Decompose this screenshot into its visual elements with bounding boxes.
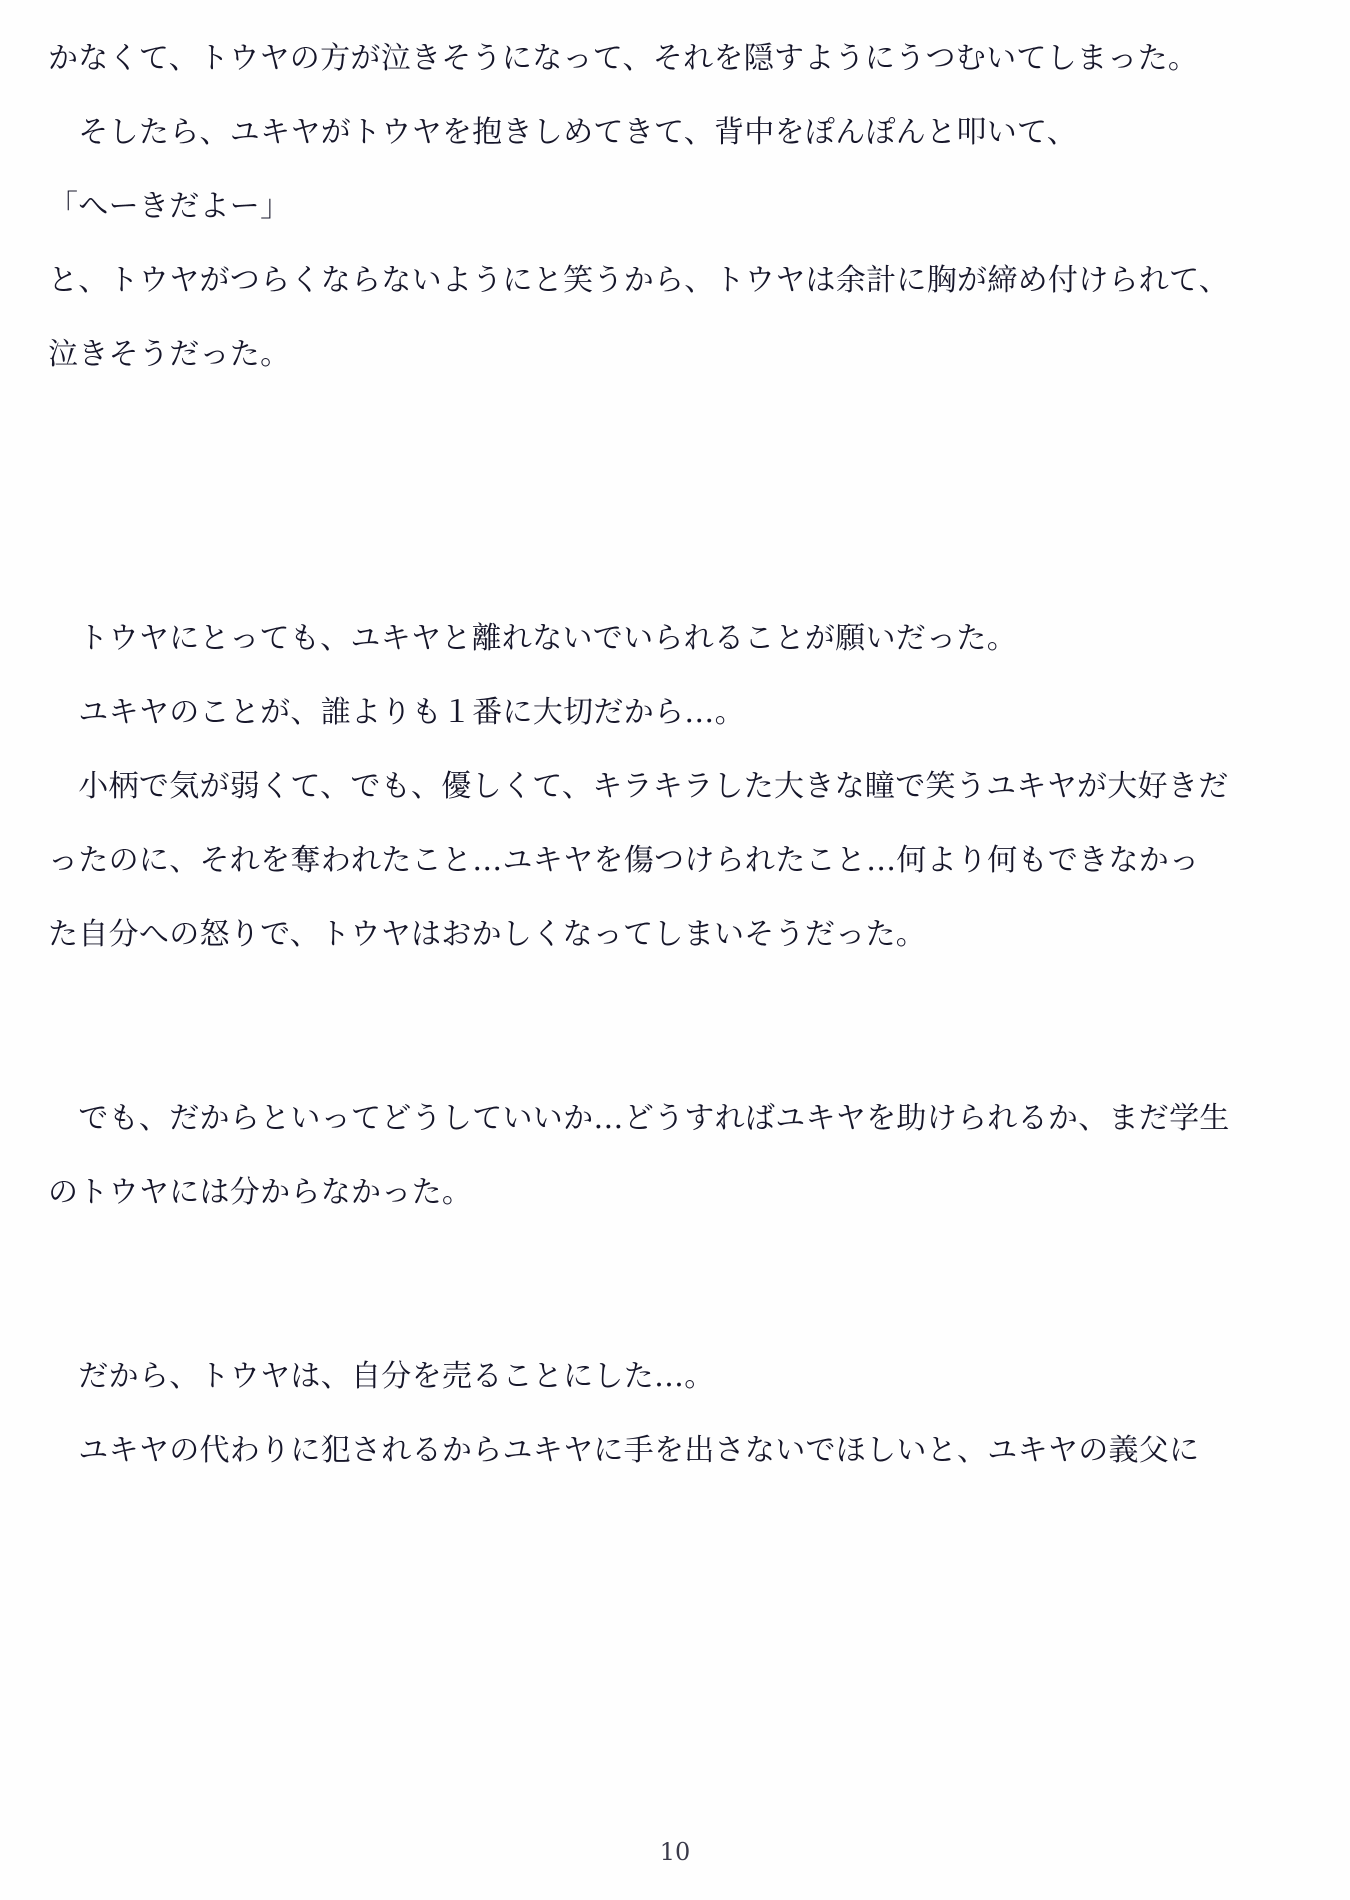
text-line: だから、トウヤは、自分を売ることにした…。 — [48, 1359, 715, 1394]
text-line: た自分への怒りで、トウヤはおかしくなってしまいそうだった。 — [48, 917, 927, 952]
paragraph-block-4 — [48, 1340, 1290, 1488]
paragraph-block-3 — [48, 1082, 1290, 1230]
text-line: でも、だからといってどうしていいか…どうすればユキヤを助けられるか、まだ学生 — [48, 1101, 1230, 1136]
text-line: トウヤにとっても、ユキヤと離れないでいられることが願いだった。 — [48, 621, 1017, 656]
paragraph-block-1 — [48, 22, 1290, 392]
block-gap — [48, 392, 1290, 602]
block-gap — [48, 1230, 1290, 1340]
text-column — [48, 22, 1290, 1488]
paragraph-block-2 — [48, 602, 1290, 972]
text-line: と、トウヤがつらくならないようにと笑うから、トウヤは余計に胸が締め付けられて、 — [48, 263, 1230, 298]
text-line: のトウヤには分からなかった。 — [48, 1175, 473, 1210]
block-gap — [48, 972, 1290, 1082]
text-line: 「へーきだよー」 — [48, 189, 291, 224]
text-line: そしたら、ユキヤがトウヤを抱きしめてきて、背中をぽんぽんと叩いて、 — [48, 115, 1077, 150]
text-line: かなくて、トウヤの方が泣きそうになって、それを隠すようにうつむいてしまった。 — [48, 41, 1199, 76]
text-line: 小柄で気が弱くて、でも、優しくて、キラキラした大きな瞳で笑うユキヤが大好きだ — [48, 769, 1229, 804]
text-line: ユキヤのことが、誰よりも１番に大切だから…。 — [48, 695, 745, 730]
text-line: ったのに、それを奪われたこと…ユキヤを傷つけられたこと…何より何もできなかっ — [48, 843, 1200, 878]
text-line: 泣きそうだった。 — [48, 337, 291, 372]
page-number: 10 — [659, 1838, 691, 1866]
text-line: ユキヤの代わりに犯されるからユキヤに手を出さないでほしいと、ユキヤの義父に — [48, 1433, 1200, 1468]
